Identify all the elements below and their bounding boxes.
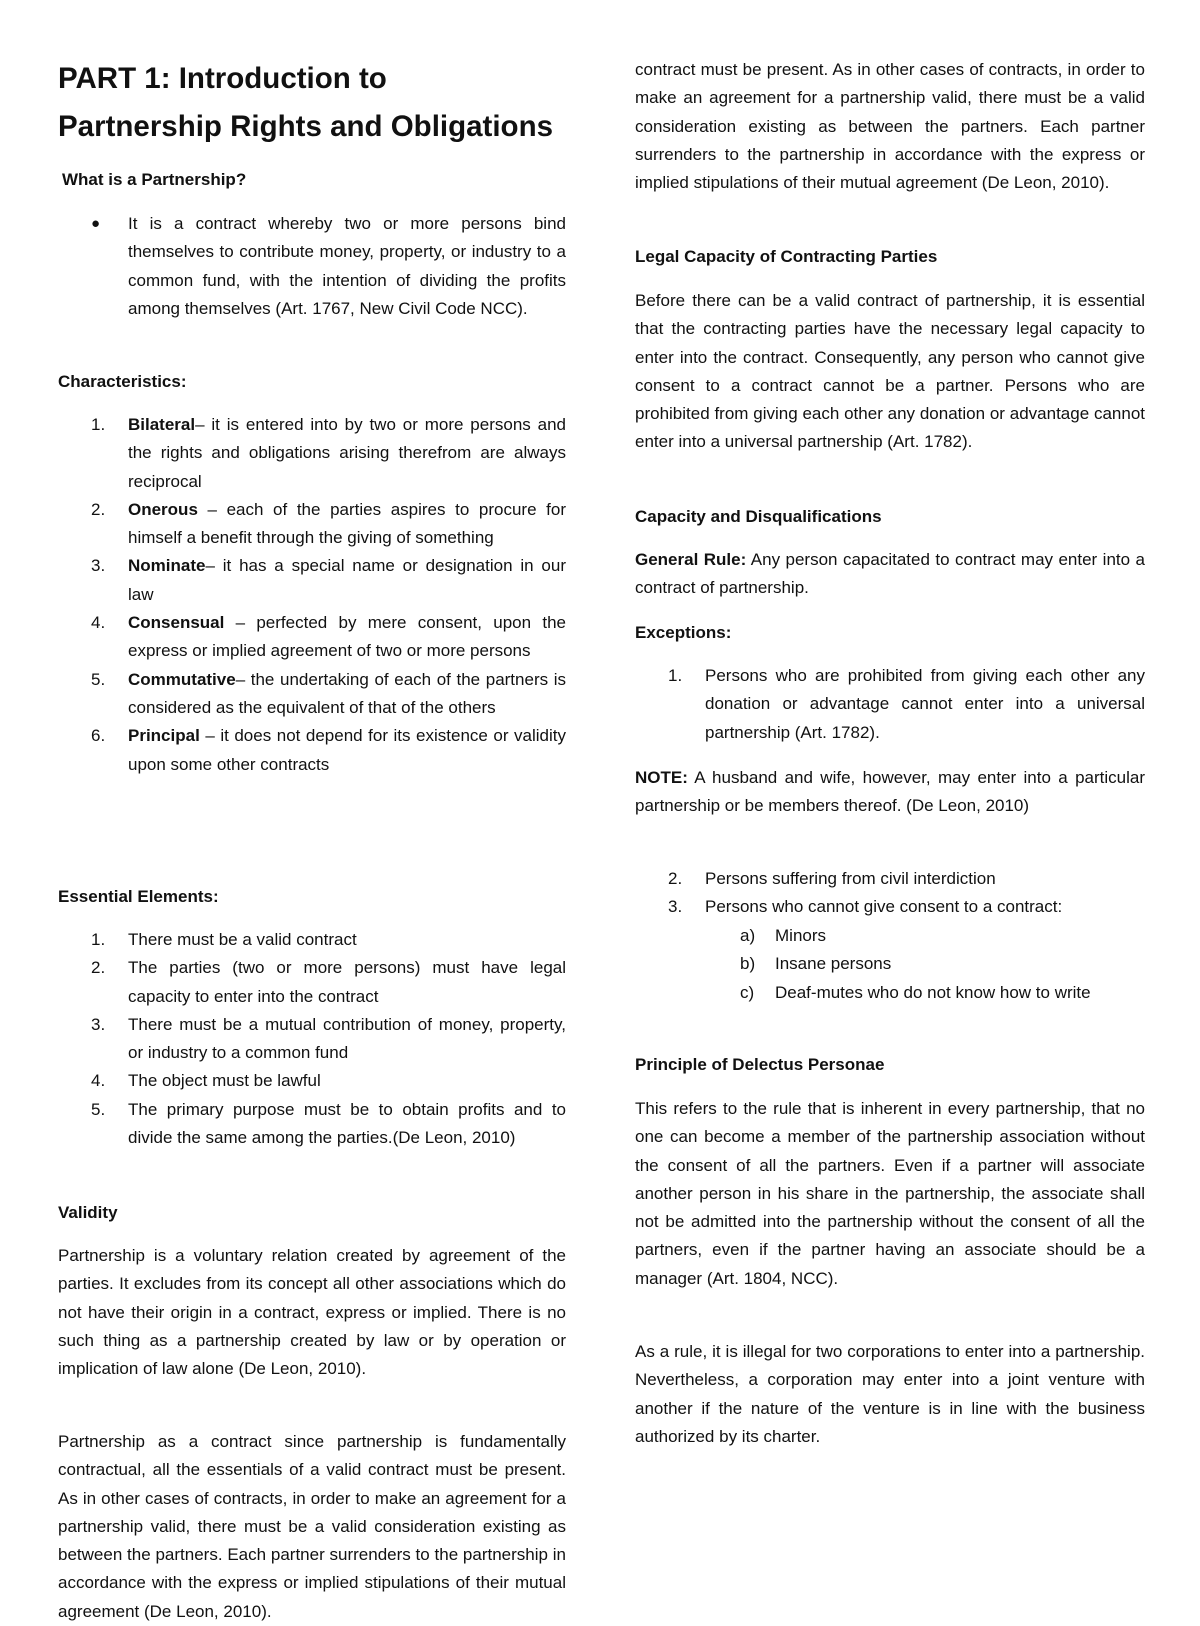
general-rule-text: Any person capacitated to contract may enter into a contract of partnership.	[635, 550, 1145, 598]
list-item	[58, 1096, 566, 1153]
term: Consensual	[128, 613, 225, 633]
term: Bilateral	[128, 415, 196, 434]
list-item	[635, 979, 1145, 1007]
list-item	[58, 954, 566, 1011]
list-letter: a)	[740, 926, 756, 945]
definition: – it does not depend for its existence or validity upon some other contracts	[128, 726, 566, 774]
list-item	[58, 666, 566, 723]
list-item	[635, 865, 1145, 893]
what-is-list	[58, 210, 566, 323]
exception-text: Persons who cannot give consent to a contract:	[705, 897, 1063, 917]
bullet-icon: ●	[91, 215, 101, 232]
legal-capacity-heading: Legal Capacity of Contracting Parties	[635, 247, 938, 266]
characteristics-list	[58, 411, 566, 779]
list-item	[635, 662, 1145, 747]
element-text: The object must be lawful	[128, 1071, 321, 1091]
general-rule-paragraph	[635, 546, 1145, 603]
legal-capacity-paragraph: Before there can be a valid contract of partnership, it is essential that the contracting parties have the necessary legal capacity to enter into the contract. Consequently, any person who cannot give consent to a contract cannot be a partner. Persons who are prohibited from giving each other any donation or advantage cannot enter into a universal partnership (Art. 1782).	[635, 291, 1145, 452]
definition: – it is entered into by two or more persons and the rights and obligations arising therefrom are always reciprocal	[128, 415, 566, 491]
characteristics-heading: Characteristics:	[58, 372, 187, 391]
list-number: 1.	[668, 666, 683, 685]
definition: – perfected by mere consent, upon the express or implied agreement of two or more persons	[128, 613, 566, 661]
list-item	[635, 893, 1145, 921]
list-item	[635, 922, 1145, 950]
list-letter: b)	[740, 954, 756, 974]
term: Onerous	[128, 499, 198, 519]
list-number: 1.	[91, 415, 106, 434]
list-number: 5.	[91, 1099, 106, 1119]
list-letter: c)	[740, 982, 755, 1002]
note-paragraph	[635, 764, 1145, 821]
element-text: There must be a valid contract	[128, 930, 357, 949]
list-item	[58, 926, 566, 954]
list-number: 4.	[91, 613, 106, 633]
delectus-heading: Principle of Delectus Personae	[635, 1055, 885, 1074]
list-item	[58, 722, 566, 779]
capacity-heading: Capacity and Disqualifications	[635, 507, 882, 526]
essential-elements-list	[58, 926, 566, 1152]
validity-heading: Validity	[58, 1203, 118, 1222]
note-label: NOTE:	[635, 768, 688, 787]
term: Principal	[128, 726, 200, 746]
exceptions-list-1	[635, 662, 1145, 747]
page-title	[58, 55, 578, 151]
term: Nominate	[128, 556, 206, 576]
general-rule-label: General Rule:	[635, 550, 747, 569]
list-number: 4.	[91, 1071, 106, 1091]
what-is-text: It is a contract whereby two or more persons bind themselves to contribute money, property, or industry to a common fund, with the intention of dividing the profits among themselves (Art. 1767, New Civil Code NCC).	[128, 214, 566, 318]
list-item	[635, 950, 1145, 978]
list-number: 3.	[91, 556, 106, 576]
validity-paragraph-2: Partnership as a contract since partnership is fundamentally contractual, all the essentials of a valid contract must be present. As in other cases of contracts, in order to make an agreement for a partnership valid, there must be a valid consideration existing as between the partners. Each partner surrenders to the partnership in accordance with the express or implied stipulations of their mutual agreement (De Leon, 2010).	[58, 1432, 566, 1621]
sub-item-text: Deaf-mutes who do not know how to write	[775, 982, 1091, 1002]
element-text: The parties (two or more persons) must have legal capacity to enter into the contract	[128, 958, 566, 1006]
essential-elements-heading: Essential Elements:	[58, 887, 219, 906]
list-number: 3.	[668, 897, 683, 917]
list-item	[58, 552, 566, 609]
delectus-paragraph-1: This refers to the rule that is inherent in every partnership, that no one can become a member of the partnership association without the consent of all the partners. Even if a partner will associate another person in his share in the partnership, the associate shall not be admitted into the partnership without the consent of all the partners, even if the partner having an associate should be a manager (Art. 1804, NCC).	[635, 1099, 1145, 1288]
list-number: 6.	[91, 726, 106, 746]
title-line-2: Partnership Rights and Obligations	[58, 110, 553, 143]
list-number: 1.	[91, 930, 106, 949]
definition: – the undertaking of each of the partners is considered as the equivalent of that of the others	[128, 669, 566, 717]
list-item	[58, 609, 566, 666]
list-number: 3.	[91, 1014, 106, 1034]
element-text: The primary purpose must be to obtain profits and to divide the same among the parties.(De Leon, 2010)	[128, 1099, 566, 1148]
list-number: 5.	[91, 669, 106, 689]
definition: – each of the parties aspires to procure for himself a benefit through the giving of something	[128, 499, 566, 548]
list-number: 2.	[668, 869, 683, 888]
title-line-1: PART 1: Introduction to	[58, 62, 387, 95]
element-text: There must be a mutual contribution of money, property, or industry to a common fund	[128, 1014, 566, 1063]
list-item	[58, 496, 566, 553]
list-item	[58, 1011, 566, 1068]
validity-paragraph-2-cont-text	[635, 56, 1145, 197]
sub-item-text: Minors	[775, 926, 827, 945]
list-item	[58, 210, 566, 323]
list-item	[58, 1067, 566, 1095]
what-is-heading: What is a Partnership?	[62, 170, 247, 189]
cont-text: contract must be present. As in other cases of contracts, in order to make an agreement for a partnership valid, there must be a valid consideration existing as between the partners. Each partner surrenders to the partnership in accordance with the express or implied stipulations of their mutual agreement (De Leon, 2010).	[635, 60, 1145, 193]
sub-item-text: Insane persons	[775, 954, 892, 974]
list-number: 2.	[91, 958, 106, 978]
exception-text: Persons who are prohibited from giving each other any donation or advantage cannot enter into a universal partnership (Art. 1782).	[705, 666, 1145, 742]
list-item	[58, 411, 566, 496]
definition: – it has a special name or designation in our law	[128, 556, 566, 604]
exceptions-list-2	[635, 865, 1145, 922]
sub-items-list	[635, 922, 1145, 1007]
validity-paragraph-2-continuation	[635, 56, 1145, 226]
exception-text: Persons suffering from civil interdiction	[705, 869, 996, 888]
delectus-paragraph-2: As a rule, it is illegal for two corporations to enter into a partnership. Nevertheless, a corporation may enter into a joint venture with another if the nature of the venture is in line with the business authorized by its charter.	[635, 1342, 1145, 1446]
list-number: 2.	[91, 499, 106, 519]
validity-paragraph-1: Partnership is a voluntary relation created by agreement of the parties. It excludes from its concept all other associations which do not have their origin in a contract, express or implied. There is no such thing as a partnership created by law or by operation or implication of law alone (De Leon, 2010).	[58, 1246, 566, 1379]
note-text: A husband and wife, however, may enter into a particular partnership or be members thereof. (De Leon, 2010)	[635, 768, 1145, 816]
term: Commutative	[128, 669, 236, 689]
exceptions-heading: Exceptions:	[635, 623, 732, 642]
